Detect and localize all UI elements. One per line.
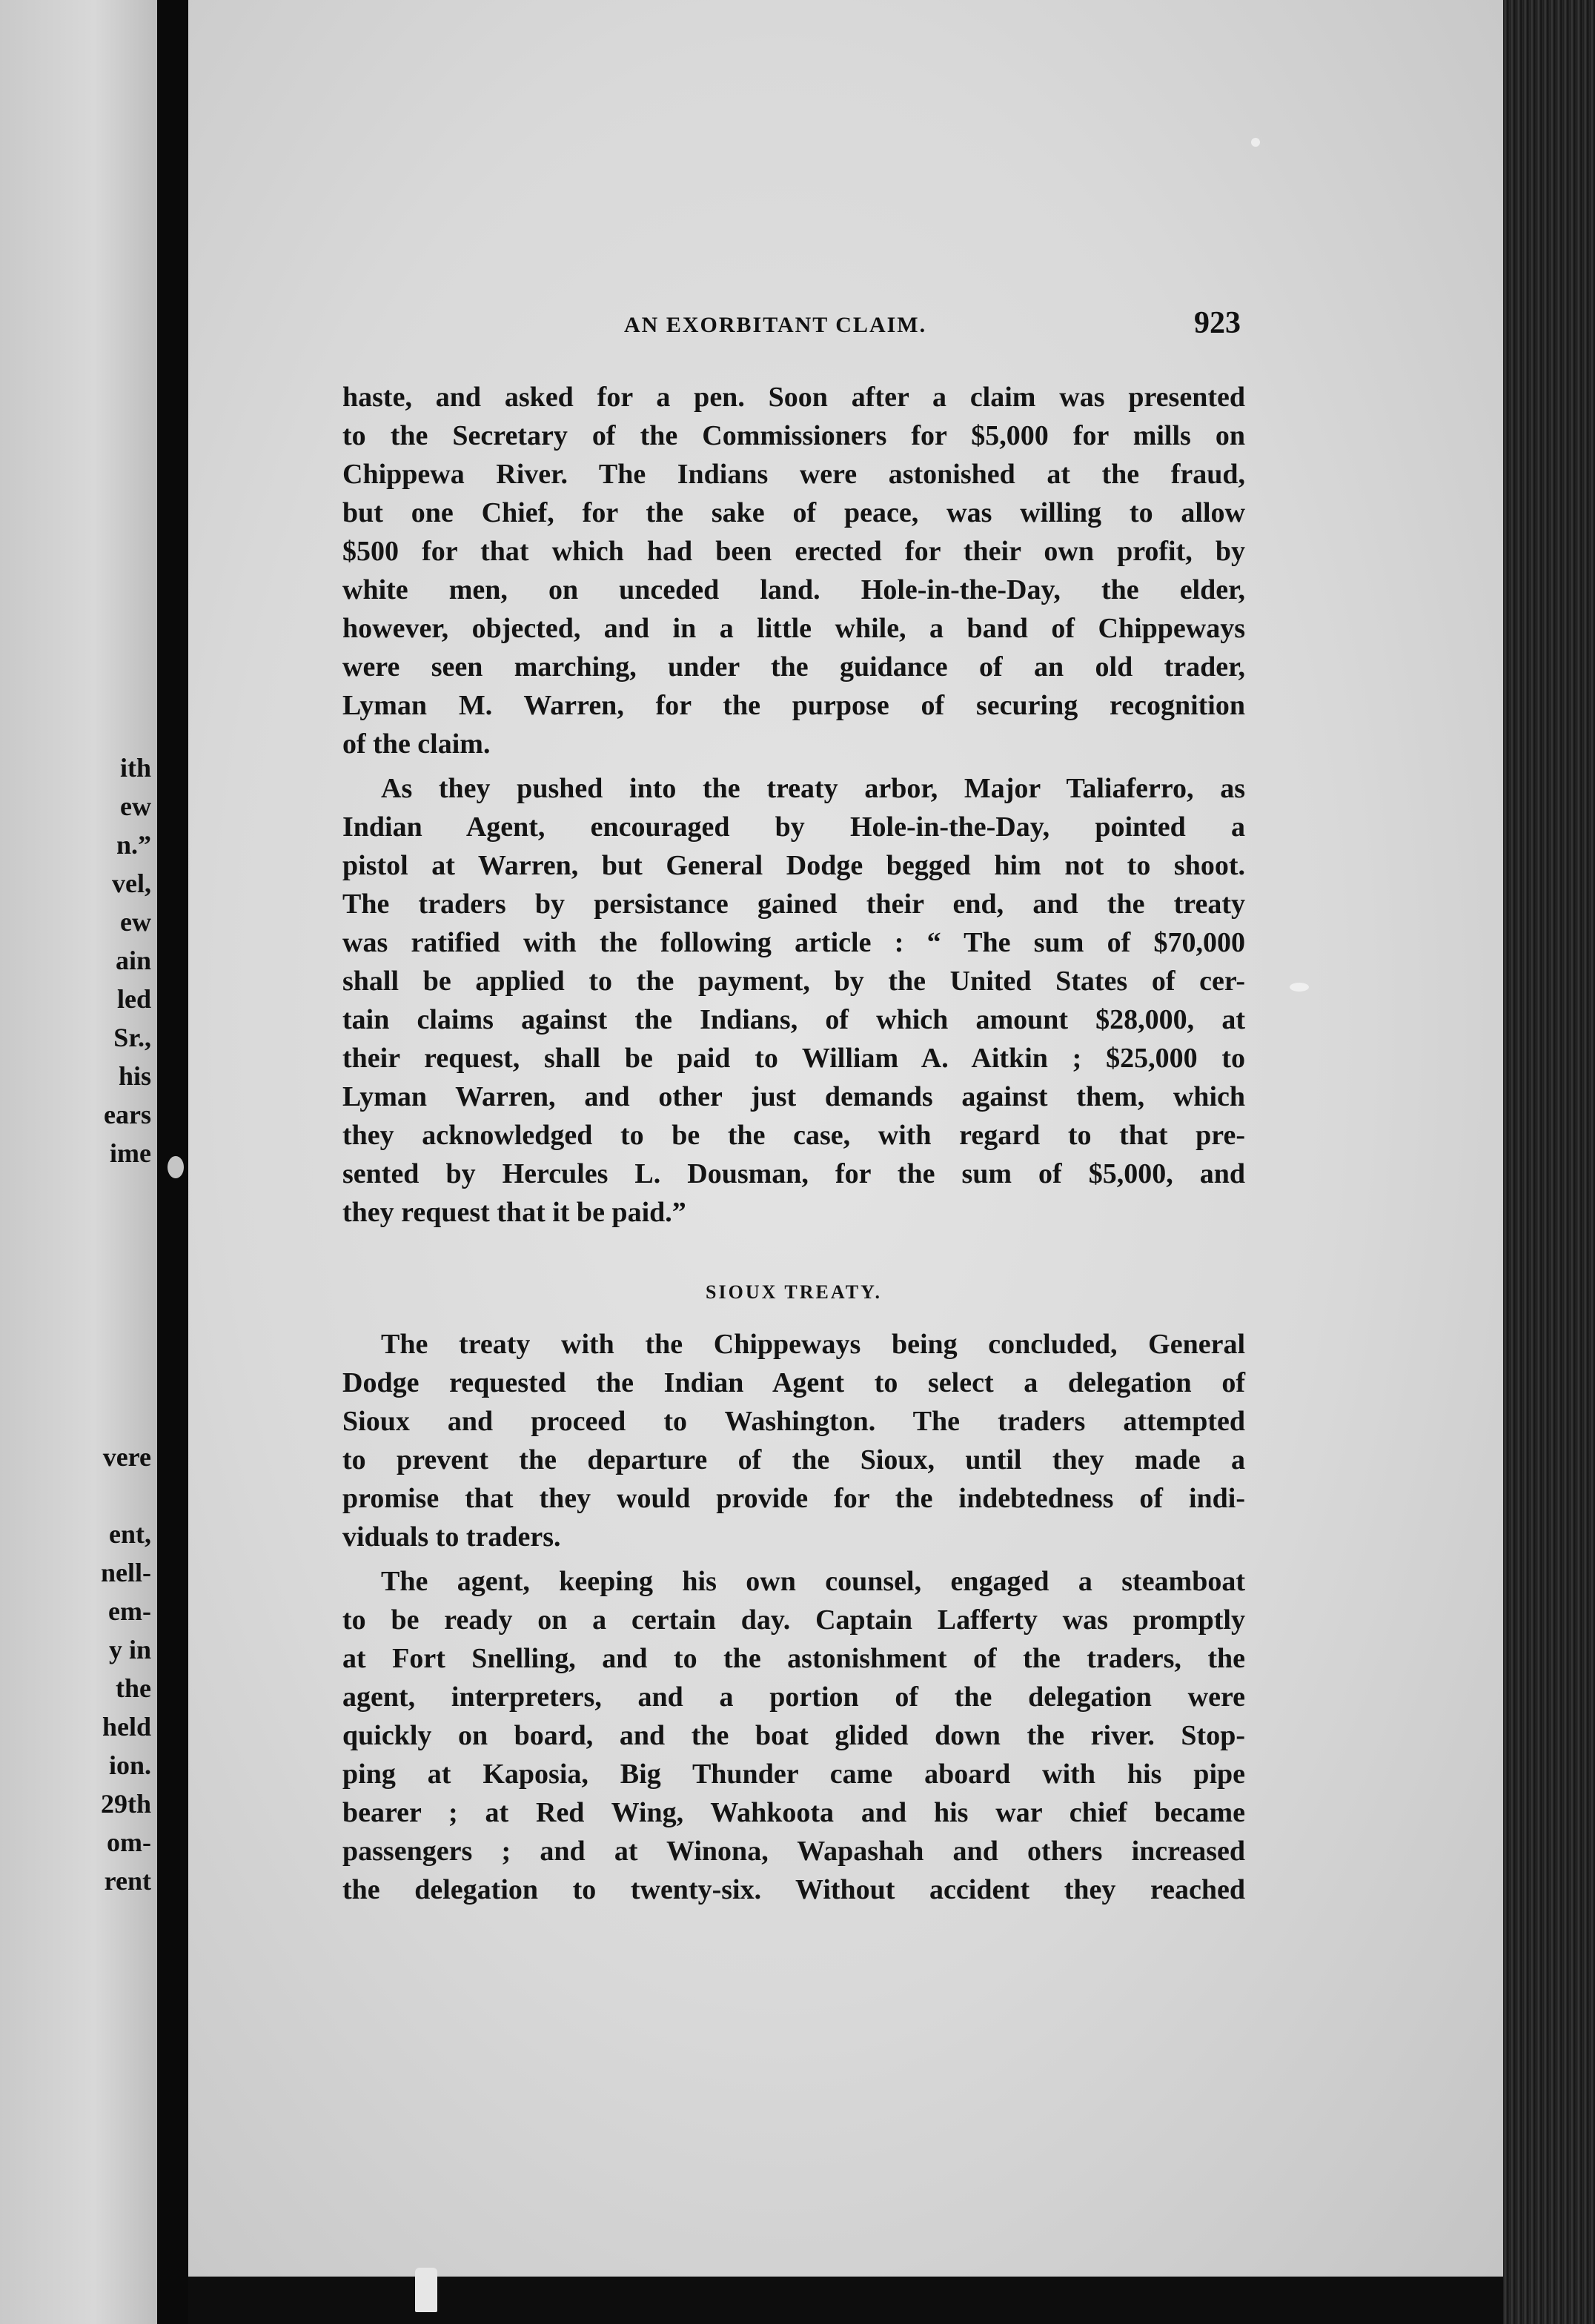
left-page-fragment: ew xyxy=(120,907,151,937)
text-line: The treaty with the Chippeways being concluded, General xyxy=(381,1329,1245,1360)
left-page-fragment: om- xyxy=(107,1827,151,1857)
text-line: however, objected, and in a little while, a band of Chippeways xyxy=(342,613,1245,644)
left-page-fragment: ith xyxy=(119,753,151,783)
text-line: shall be applied to the payment, by the United States of cer- xyxy=(342,966,1245,997)
text-line: their request, shall be paid to William A. Aitkin ; $25,000 to xyxy=(342,1043,1245,1074)
text-line: $500 for that which had been erected for their own profit, by xyxy=(342,536,1245,567)
text-line: but one Chief, for the sake of peace, was willing to allow xyxy=(342,497,1245,528)
text-line: bearer ; at Red Wing, Wahkoota and his war chief became xyxy=(342,1797,1245,1828)
bookmark-tab xyxy=(415,2268,437,2312)
left-page-fragment: ime xyxy=(110,1138,151,1168)
page-stack-edge xyxy=(1503,0,1595,2324)
text-line: The traders by persistance gained their end, and the treaty xyxy=(342,889,1245,920)
left-page-fragment: 29th xyxy=(100,1789,151,1819)
text-line: of the claim. xyxy=(342,728,491,760)
text-line: they acknowledged to be the case, with regard to that pre- xyxy=(342,1120,1245,1151)
left-page-fragment: the xyxy=(116,1673,151,1703)
running-head xyxy=(342,305,1248,342)
text-line: pistol at Warren, but General Dodge begged him not to shoot. xyxy=(342,850,1245,881)
text-line: Sioux and proceed to Washington. The traders attempted xyxy=(342,1406,1245,1437)
scan-smudge xyxy=(168,1156,184,1178)
text-line: they request that it be paid.” xyxy=(342,1197,686,1228)
left-page-fragment: nell- xyxy=(101,1558,151,1587)
scan-smudge xyxy=(1251,138,1260,147)
left-page-fragment: led xyxy=(116,984,151,1014)
left-page-fragment: held xyxy=(102,1712,151,1742)
text-line: Lyman M. Warren, for the purpose of securing recognition xyxy=(342,690,1245,721)
text-line: was ratified with the following article : “ The sum of $70,000 xyxy=(342,927,1245,958)
scan-smudge xyxy=(1290,983,1309,992)
page-number: 923 xyxy=(1194,306,1241,340)
left-facing-page xyxy=(0,0,157,2324)
left-page-fragment: ion. xyxy=(108,1750,151,1780)
text-line: ping at Kaposia, Big Thunder came aboard with his pipe xyxy=(342,1759,1245,1790)
left-page-fragment: ew xyxy=(120,791,151,821)
left-page-fragment: ears xyxy=(104,1100,151,1129)
left-page-fragment: rent xyxy=(104,1866,151,1896)
left-page-fragment: y in xyxy=(108,1635,151,1664)
text-line: white men, on unceded land. Hole-in-the-Day, the elder, xyxy=(342,574,1245,605)
left-page-fragment: n.” xyxy=(116,830,151,860)
bottom-edge xyxy=(188,2277,1503,2324)
text-line: to the Secretary of the Commissioners for $5,000 for mills on xyxy=(342,420,1245,451)
left-page-fragment: his xyxy=(118,1061,151,1091)
text-line: Lyman Warren, and other just demands against them, which xyxy=(342,1081,1245,1112)
text-line: to prevent the departure of the Sioux, until they made a xyxy=(342,1444,1245,1475)
text-line: at Fort Snelling, and to the astonishment of the traders, the xyxy=(342,1643,1245,1674)
text-line: haste, and asked for a pen. Soon after a claim was presented xyxy=(342,382,1245,413)
text-line: were seen marching, under the guidance of an old trader, xyxy=(342,651,1245,683)
text-line: tain claims against the Indians, of which amount $28,000, at xyxy=(342,1004,1245,1035)
text-line: to be ready on a certain day. Captain Lafferty was promptly xyxy=(342,1604,1245,1636)
text-line: As they pushed into the treaty arbor, Major Taliaferro, as xyxy=(381,773,1245,804)
left-page-fragment: vel, xyxy=(112,869,151,898)
text-line: Dodge requested the Indian Agent to select a delegation of xyxy=(342,1367,1245,1398)
text-line: passengers ; and at Winona, Wapashah and others increased xyxy=(342,1836,1245,1867)
text-line: Chippewa River. The Indians were astonished at the fraud, xyxy=(342,459,1245,490)
running-title: AN EXORBITANT CLAIM. xyxy=(624,313,927,337)
text-line: The agent, keeping his own counsel, engaged a steamboat xyxy=(381,1566,1245,1597)
left-page-fragment: ent, xyxy=(109,1519,151,1549)
text-line: promise that they would provide for the indebtedness of indi- xyxy=(342,1483,1245,1514)
left-page-fragment: em- xyxy=(108,1596,151,1626)
left-page-fragment: ain xyxy=(115,946,151,975)
left-page-fragment: vere xyxy=(102,1442,151,1472)
text-line: Indian Agent, encouraged by Hole-in-the-Day, pointed a xyxy=(342,811,1245,843)
text-line: sented by Hercules L. Dousman, for the sum of $5,000, and xyxy=(342,1158,1245,1189)
text-line: viduals to traders. xyxy=(342,1521,561,1553)
left-page-fragment: Sr., xyxy=(113,1023,151,1052)
section-heading: SIOUX TREATY. xyxy=(706,1281,882,1303)
text-line: the delegation to twenty-six. Without accident they reached xyxy=(342,1874,1245,1905)
text-line: agent, interpreters, and a portion of the delegation were xyxy=(342,1681,1245,1713)
text-line: quickly on board, and the boat glided down the river. Stop- xyxy=(342,1720,1245,1751)
